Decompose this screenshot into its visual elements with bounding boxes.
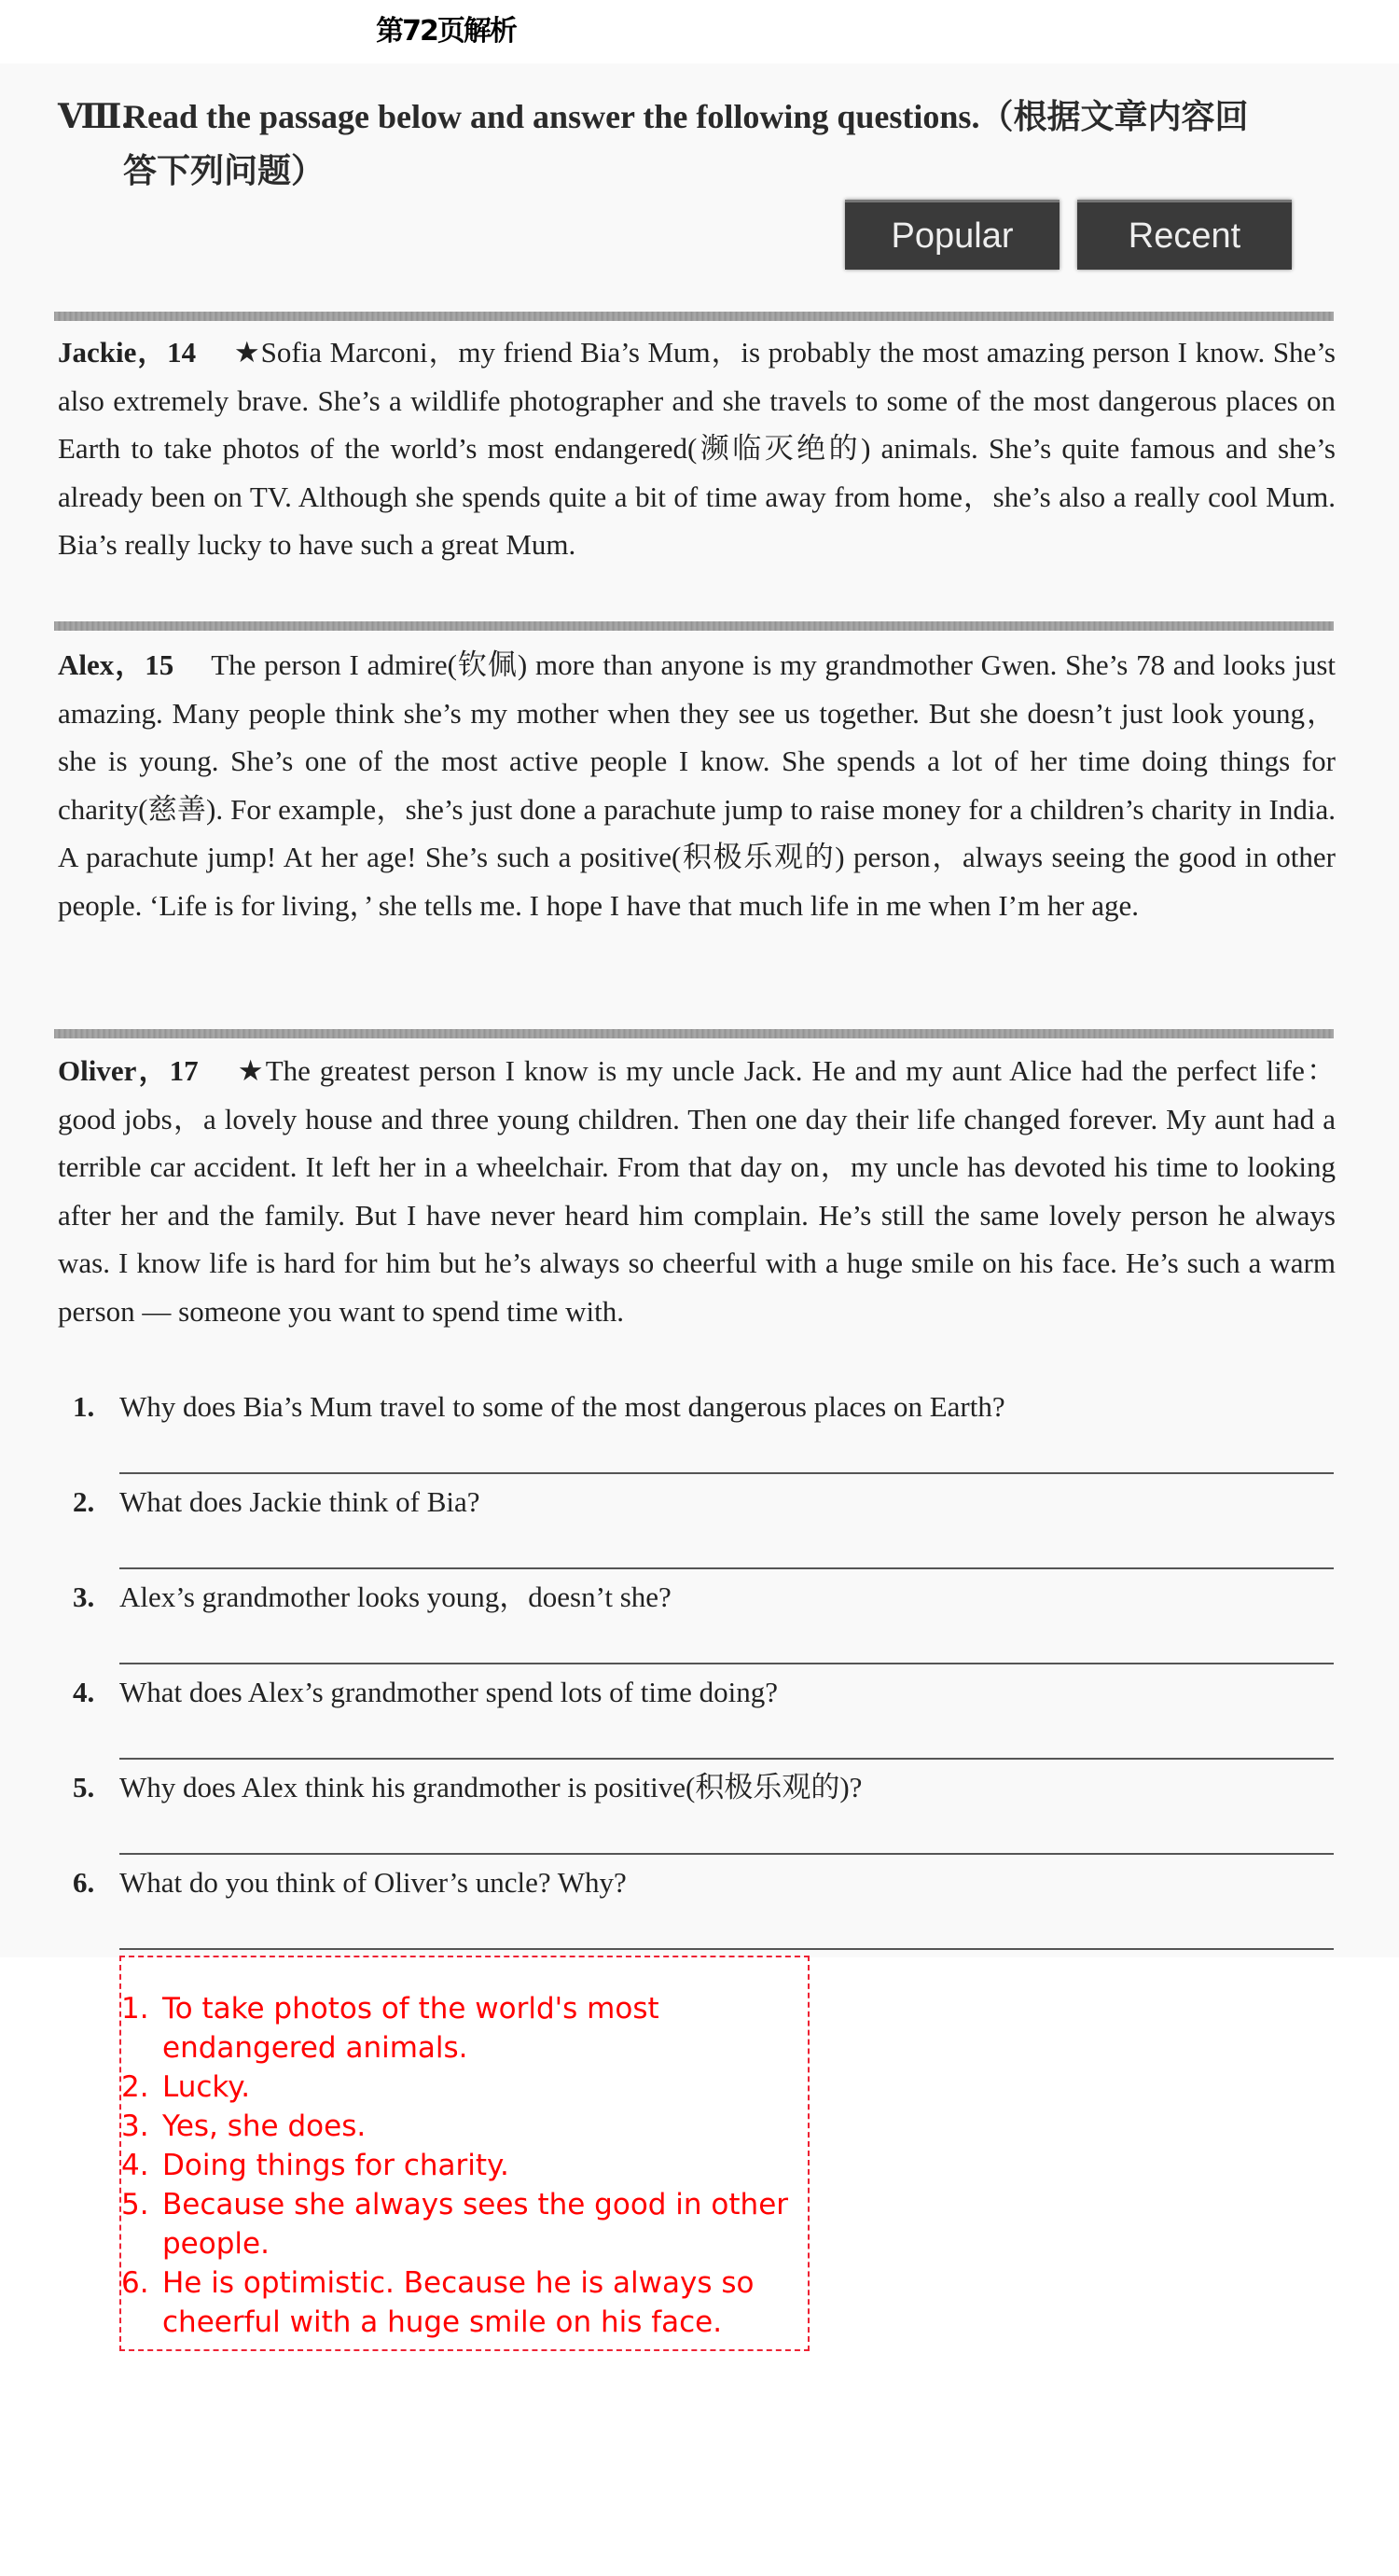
question-number: 4.	[73, 1676, 95, 1708]
question-number: 3.	[73, 1580, 95, 1613]
question	[73, 1769, 862, 1806]
section-instruction: Read the passage below and answer the following questions.（根据文章内容回	[123, 98, 1249, 135]
section-heading	[58, 90, 1345, 198]
question	[73, 1388, 1005, 1426]
question-text: What does Alex’s grandmother spend lots of time doing?	[119, 1676, 778, 1708]
question-text: Alex’s grandmother looks young，doesn’t she?	[119, 1580, 672, 1613]
question-text: Why does Bia’s Mum travel to some of the most dangerous places on Earth?	[119, 1390, 1005, 1423]
question-text: Why does Alex think his grandmother is positive(积极乐观的)?	[119, 1771, 863, 1803]
question-text: What do you think of Oliver’s uncle? Why?	[119, 1866, 627, 1899]
answer-number: 4.	[121, 2149, 149, 2182]
post-text: ★Sofia Marconi，my friend Bia’s Mum，is probably the most amazing person I know. She’s also extremely brave. She’s a wildlife photographer and she travels to some of the most dangerous places on Earth to take photos of the world’s most endangered(濒临灭绝的) animals. She’s quite famous and she’s already been on TV. Although she spends quite a bit of time away from home，she’s also a really cool Mum. Bia’s really lucky to have such a great Mum.	[58, 336, 1336, 561]
answer-key-box	[119, 1956, 810, 2351]
tab-popular[interactable]: Popular	[845, 200, 1060, 270]
answer-line[interactable]	[119, 1663, 1334, 1664]
answer-item	[121, 2263, 808, 2342]
question-number: 2.	[73, 1485, 95, 1518]
answer-text: He is optimistic. Because he is always so cheerful with a huge smile on his face.	[162, 2266, 755, 2339]
answer-item	[121, 2107, 808, 2146]
tab-recent[interactable]: Recent	[1077, 200, 1292, 270]
question	[73, 1579, 672, 1616]
question-text: What does Jackie think of Bia?	[119, 1485, 480, 1518]
answer-text: Because she always sees the good in other people.	[162, 2188, 789, 2261]
post-oliver	[58, 1047, 1336, 1335]
answer-item	[121, 1989, 808, 2068]
post-jackie	[58, 328, 1336, 569]
post-author: Alex，15	[58, 648, 174, 681]
post-text: The person I admire(钦佩) more than anyone is my grandmother Gwen. She’s 78 and looks just amazing. Many people think she’s my mother when they see us together. But she doesn’t just look young，she is young. She’s one of the most active people I know. She spends a lot of her time doing things for charity(慈善). For example，she’s just done a parachute jump to raise money for a children’s charity in India. A parachute jump! At her age! She’s such a positive(积极乐观的) person，always seeing the good in other people. ‘Life is for living，’ she tells me. I hope I have that much life in me when I’m her age.	[58, 648, 1336, 922]
answer-item	[121, 2068, 808, 2107]
answer-item	[121, 2185, 808, 2263]
answer-number: 1.	[121, 1992, 149, 2026]
answer-number: 3.	[121, 2110, 149, 2143]
question-number: 5.	[73, 1771, 95, 1803]
answer-line[interactable]	[119, 1472, 1334, 1474]
answer-text: Lucky.	[162, 2070, 251, 2104]
question-number: 1.	[73, 1390, 95, 1423]
answer-line[interactable]	[119, 1758, 1334, 1760]
answer-text: To take photos of the world's most endangered animals.	[162, 1992, 659, 2065]
answer-number: 6.	[121, 2266, 149, 2300]
answer-line[interactable]	[119, 1948, 1334, 1950]
question	[73, 1483, 480, 1521]
post-text: ★The greatest person I know is my uncle Jack. He and my aunt Alice had the perfect life：good jobs，a lovely house and three young children. Then one day their life changed forever. My aunt had a terrible car accident. It left her in a wheelchair. From that day on，my uncle has devoted his time to looking after her and the family. But I have never heard him complain. He’s still the same lovely person he always was. I know life is hard for him but he’s always so cheerful with a huge smile on his face. He’s such a warm person — someone you want to spend time with.	[58, 1054, 1336, 1328]
section-number: Ⅷ.	[58, 98, 131, 135]
answer-line[interactable]	[119, 1853, 1334, 1855]
answer-line[interactable]	[119, 1567, 1334, 1569]
answer-text: Doing things for charity.	[162, 2149, 509, 2182]
post-author: Jackie，14	[58, 336, 197, 369]
answer-item	[121, 2146, 808, 2185]
page-title: 第72页解析	[376, 15, 516, 48]
answer-text: Yes, she does.	[162, 2110, 367, 2143]
divider	[54, 1029, 1334, 1038]
divider	[54, 312, 1334, 321]
post-alex	[58, 641, 1336, 929]
divider	[54, 621, 1334, 631]
question	[73, 1864, 627, 1901]
post-author: Oliver，17	[58, 1054, 199, 1087]
answer-number: 5.	[121, 2188, 149, 2221]
question	[73, 1674, 778, 1711]
answer-number: 2.	[121, 2070, 149, 2104]
section-instruction-cont: 答下列问题）	[123, 152, 326, 189]
question-number: 6.	[73, 1866, 95, 1899]
